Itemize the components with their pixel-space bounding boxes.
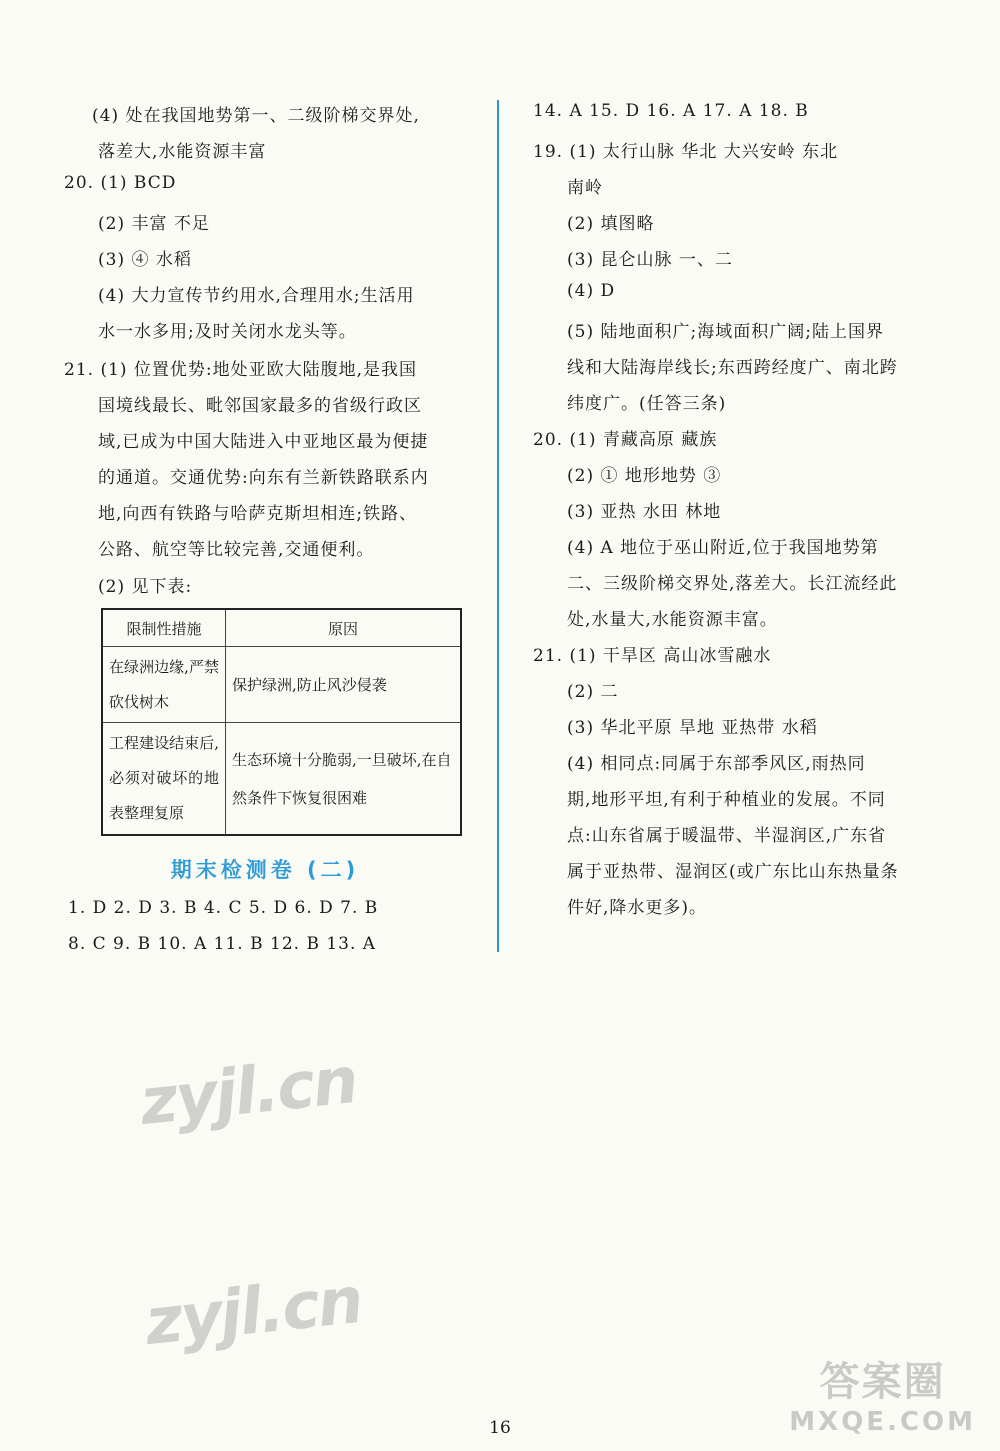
text-line: (3) 昆仑山脉 一、二 [567,250,733,270]
measures-table [101,608,462,836]
text-line: 点:山东省属于暖温带、半湿润区,广东省 [567,826,887,846]
text-line: (4) 大力宣传节约用水,合理用水;生活用 [98,286,415,306]
table-row [102,723,461,835]
text-line: (3) 华北平原 旱地 亚热带 水稻 [567,718,818,738]
watermark: zyjl.cn [141,1263,365,1361]
text-line: (4) 处在我国地势第一、二级阶梯交界处, [92,106,420,126]
text-line: (5) 陆地面积广;海域面积广阔;陆上国界 [567,322,884,342]
text-line: (3) ④ 水稻 [98,250,192,270]
table-cell: 生态环境十分脆弱,一旦破坏,在自然条件下恢复很困难 [226,723,462,835]
page-number: 16 [489,1418,511,1438]
text-line: 期,地形平坦,有利于种植业的发展。不同 [567,790,886,810]
text-line: 国境线最长、毗邻国家最多的省级行政区 [98,396,422,416]
text-line: (2) 见下表: [98,577,193,597]
table-header: 限制性措施 [102,609,226,647]
table-cell: 在绿洲边缘,严禁砍伐树木 [102,647,226,723]
text-line: 件好,降水更多)。 [567,898,708,918]
table-row [102,647,461,723]
text-line: 地,向西有铁路与哈萨克斯坦相连;铁路、 [98,504,418,524]
text-line: 19. (1) 太行山脉 华北 大兴安岭 东北 [533,142,839,162]
text-line: (2) 二 [567,682,619,702]
text-line: 20. (1) BCD [64,173,177,193]
text-line: 的通道。交通优势:向东有兰新铁路联系内 [98,468,429,488]
table-header: 原因 [226,609,462,647]
text-line: (3) 亚热 水田 林地 [567,502,722,522]
answer-line: 1. D 2. D 3. B 4. C 5. D 6. D 7. B [68,898,379,918]
text-line: 纬度广。(任答三条) [567,394,727,414]
text-line: (4) D [567,281,616,301]
text-line: 20. (1) 青藏高原 藏族 [533,430,718,450]
answer-line: 8. C 9. B 10. A 11. B 12. B 13. A [68,934,377,954]
corner-logo-url: MXQE.COM [789,1407,976,1437]
text-line: (2) ① 地形地势 ③ [567,466,722,486]
text-line: 二、三级阶梯交界处,落差大。长江流经此 [567,574,898,594]
text-line: 21. (1) 位置优势:地处亚欧大陆腹地,是我国 [64,360,418,380]
text-line: (4) A 地位于巫山附近,位于我国地势第 [567,538,879,558]
column-divider [497,100,499,952]
text-line: (2) 填图略 [567,214,655,234]
text-line: 落差大,水能资源丰富 [98,142,267,162]
table-cell: 工程建设结束后,必须对破坏的地表整理复原 [102,723,226,835]
text-line: 线和大陆海岸线长;东西跨经度广、南北跨 [567,358,898,378]
text-line: 南岭 [567,178,603,198]
section-title: 期末检测卷 (二) [170,858,360,882]
text-line: 水一水多用;及时关闭水龙头等。 [98,322,357,342]
text-line: 处,水量大,水能资源丰富。 [567,610,778,630]
text-line: 公路、航空等比较完善,交通便利。 [98,540,375,560]
text-line: 21. (1) 干旱区 高山冰雪融水 [533,646,772,666]
watermark: zyjl.cn [136,1043,360,1141]
text-line: 域,已成为中国大陆进入中亚地区最为便捷 [98,432,429,452]
text-line: 14. A 15. D 16. A 17. A 18. B [533,101,809,121]
text-line: (4) 相同点:同属于东部季风区,雨热同 [567,754,866,774]
text-line: 属于亚热带、湿润区(或广东比山东热量条 [567,862,899,882]
corner-logo-text: 答案圈 [819,1359,946,1405]
table-cell: 保护绿洲,防止风沙侵袭 [226,647,462,723]
text-line: (2) 丰富 不足 [98,214,210,234]
